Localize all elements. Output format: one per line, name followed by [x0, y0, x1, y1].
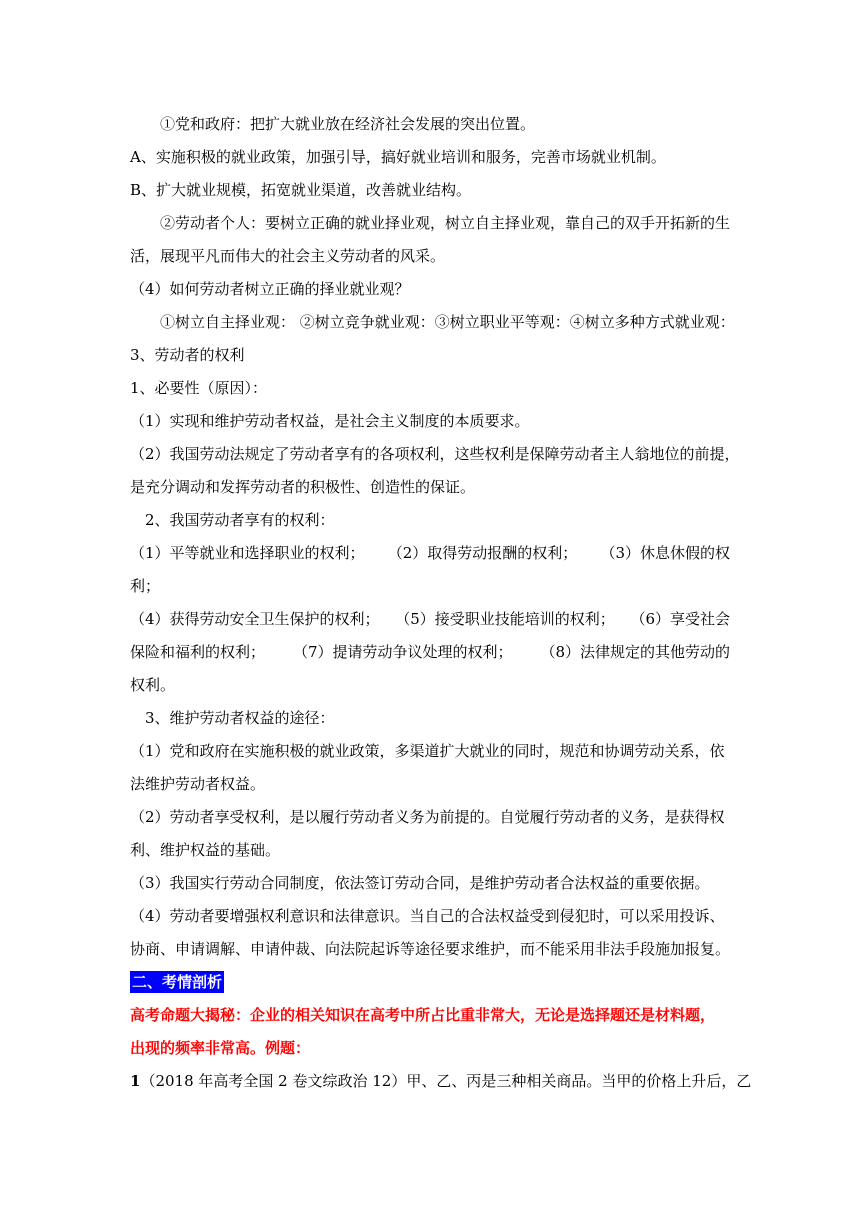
paragraph-line: （2）劳动者享受权利，是以履行劳动者义务为前提的。自觉履行劳动者的义务，是获得权: [130, 808, 725, 826]
rights-list-row: [130, 603, 730, 636]
right-item: 保险和福利的权利；: [130, 643, 266, 661]
paragraph-line: 3、劳动者的权利: [130, 346, 245, 364]
question-line: [130, 1065, 752, 1098]
paragraph-line: （1）党和政府在实施积极的就业政策，多渠道扩大就业的同时，规范和协调劳动关系，依: [130, 742, 725, 760]
right-item: （3）休息休假的权: [600, 544, 730, 562]
right-item: （4）获得劳动安全卫生保护的权利；: [130, 610, 380, 628]
right-item: （8）法律规定的其他劳动的: [540, 643, 730, 661]
right-item: （1）平等就业和选择职业的权利；: [130, 544, 365, 562]
emphasis-line: 出现的频率非常高。例题：: [130, 1039, 311, 1057]
paragraph-line: （4）劳动者要增强权利意识和法律意识。当自己的合法权益受到侵犯时，可以采用投诉、: [130, 907, 725, 925]
paragraph-line: ②劳动者个人：要树立正确的就业择业观，树立自主择业观，靠自己的双手开拓新的生: [160, 214, 731, 232]
right-item: （5）接受职业技能培训的权利；: [395, 610, 615, 628]
paragraph-line: （3）我国实行劳动合同制度，依法签订劳动合同，是维护劳动者合法权益的重要依据。: [130, 874, 710, 892]
paragraph-line: B、扩大就业规模，拓宽就业渠道，改善就业结构。: [130, 181, 472, 199]
right-item: （6）享受社会: [630, 610, 730, 628]
emphasis-line: 高考命题大揭秘：企业的相关知识在高考中所占比重非常大，无论是选择题还是材料题，: [130, 1006, 716, 1024]
paragraph-line: （1）实现和维护劳动者权益，是社会主义制度的本质要求。: [130, 412, 530, 430]
paragraph-line: A、实施积极的就业政策，加强引导，搞好就业培训和服务，完善市场就业机制。: [130, 148, 666, 166]
paragraph-line: 1、必要性（原因）：: [130, 379, 268, 397]
right-item: （7）提请劳动争议处理的权利；: [292, 643, 513, 661]
paragraph-line: ①树立自主择业观： ②树立竞争就业观：③树立职业平等观：④树立多种方式就业观：: [160, 313, 735, 331]
paragraph-line: ①党和政府：把扩大就业放在经济社会发展的突出位置。: [160, 115, 536, 133]
rights-list-row: [130, 537, 730, 570]
rights-list-row: [130, 636, 730, 669]
section-heading-row: [130, 966, 730, 999]
paragraph-line: 2、我国劳动者享有的权利：: [145, 511, 335, 529]
paragraph-line: 活，展现平凡而伟大的社会主义劳动者的风采。: [130, 247, 446, 265]
paragraph-line: （2）我国劳动法规定了劳动者享有的各项权利，这些权利是保障劳动者主人翁地位的前提，: [130, 445, 740, 463]
right-item: （2）取得劳动报酬的权利；: [387, 544, 578, 562]
question-number: 1: [130, 1072, 141, 1090]
document-page: [130, 108, 752, 1098]
paragraph-line: 利；: [130, 577, 161, 595]
paragraph-line: 协商、申请调解、申请仲裁、向法院起诉等途径要求维护，而不能采用非法手段施加报复。: [130, 940, 731, 958]
section-heading: 二、考情剖析: [132, 973, 223, 991]
paragraph-line: （4）如何劳动者树立正确的择业就业观？: [130, 280, 410, 298]
paragraph-line: 是充分调动和发挥劳动者的积极性、创造性的保证。: [130, 478, 476, 496]
paragraph-line: 法维护劳动者权益。: [130, 775, 266, 793]
paragraph-line: 利、维护权益的基础。: [130, 841, 281, 859]
question-text: （2018 年高考全国 2 卷文综政治 12）甲、乙、丙是三种相关商品。当甲的价格上升后，乙: [140, 1072, 752, 1090]
paragraph-line: 权利。: [130, 676, 176, 694]
paragraph-line: 3、维护劳动者权益的途径：: [145, 709, 335, 727]
